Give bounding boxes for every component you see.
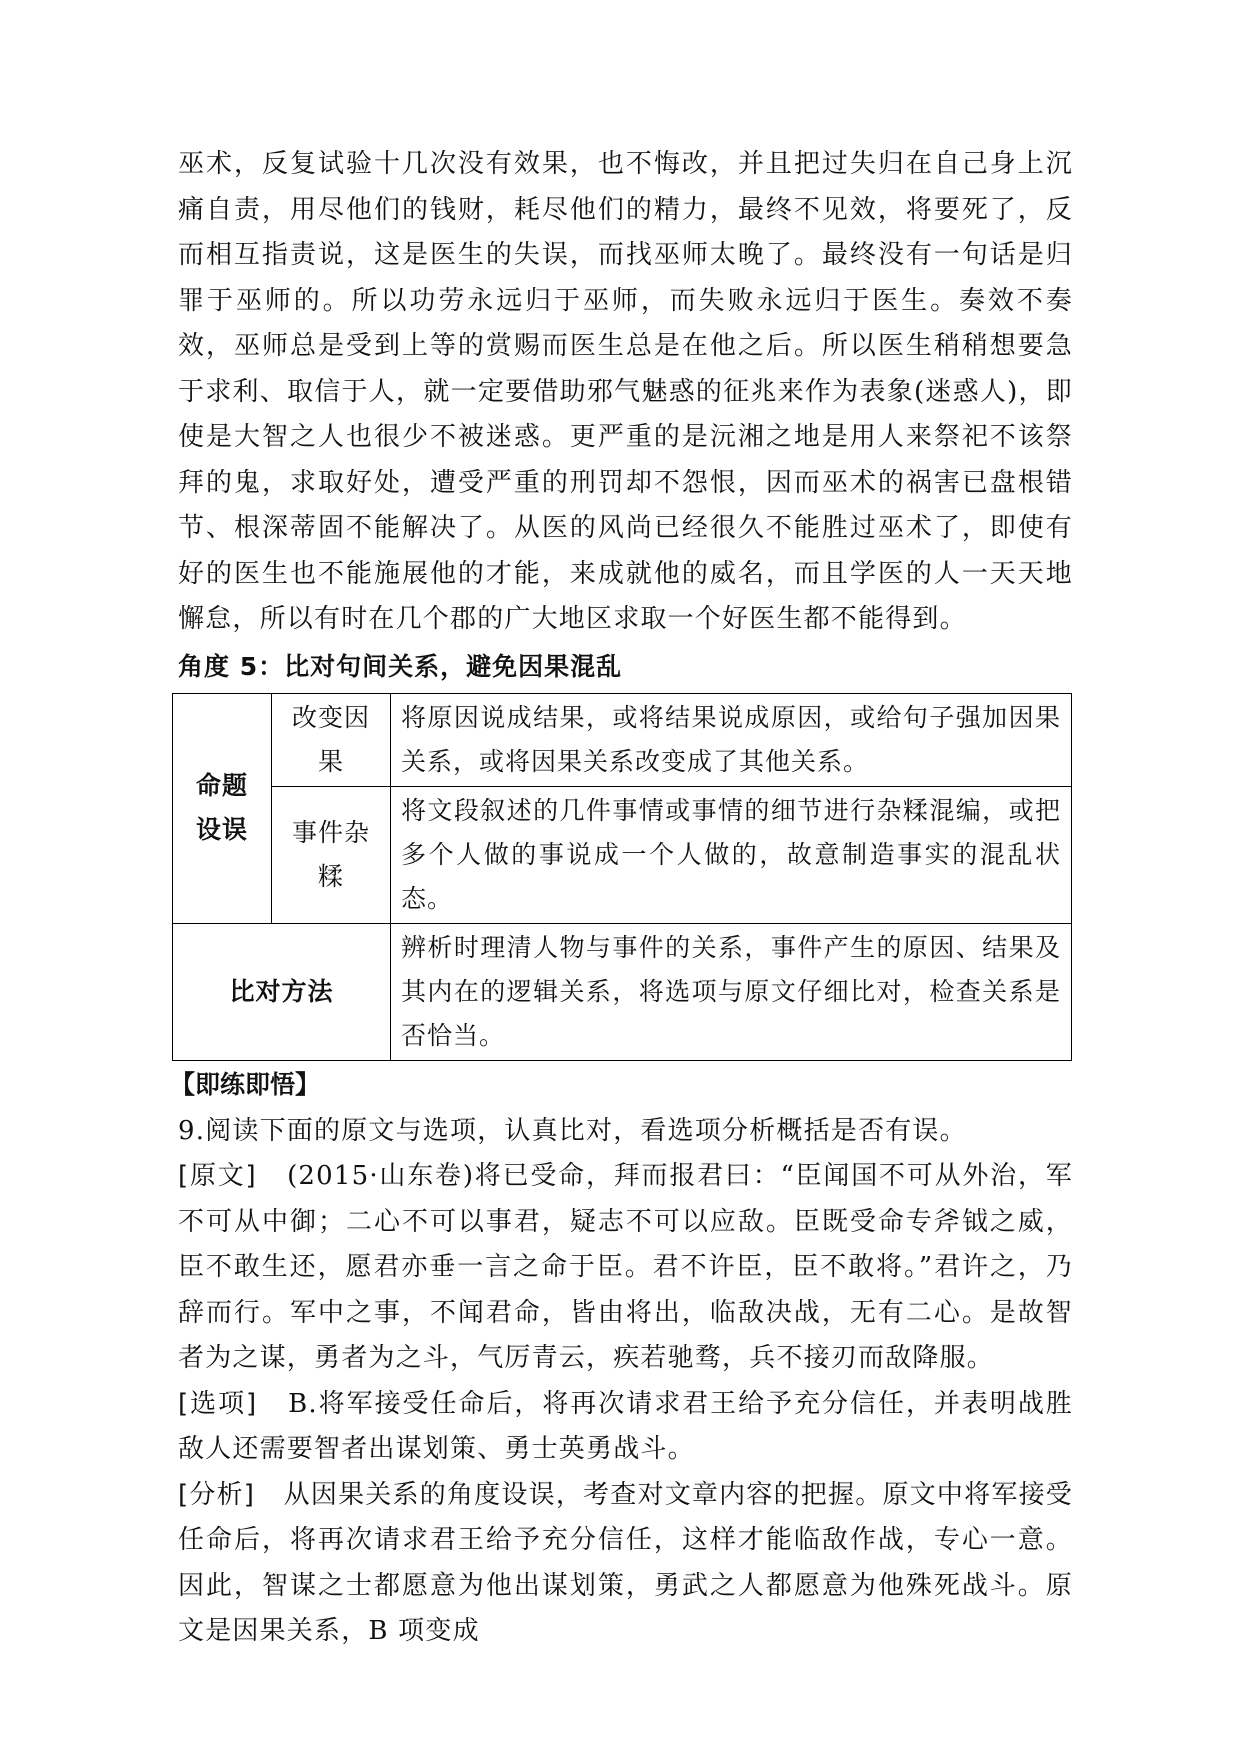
table-row	[173, 786, 1072, 923]
original-tag: [原文]	[178, 1161, 257, 1191]
option-text: B.将军接受任命后，将再次请求君王给予充分信任，并表明战胜敌人还需要智者出谋划策、勇士英勇战斗。	[178, 1388, 1073, 1464]
document-page	[170, 142, 1073, 1655]
analysis-tag: [分析]	[178, 1479, 256, 1510]
option-block	[178, 1382, 1073, 1473]
original-text-block	[178, 1154, 1073, 1382]
row-description: 将原因说成结果，或将结果说成原因，或给句子强加因果关系，或将因果关系改变成了其他关系。	[391, 693, 1072, 786]
original-source: (2015·山东卷)	[287, 1161, 475, 1191]
row-label: 改变因果	[272, 693, 391, 786]
table-row	[173, 923, 1072, 1060]
analysis-block	[178, 1473, 1073, 1655]
intro-paragraph: 巫术，反复试验十几次没有效果，也不悔改，并且把过失归在自己身上沉痛自责，用尽他们的钱财，耗尽他们的精力，最终不见效，将要死了，反而相互指责说，这是医生的失误，而找巫师太晚了。最终没有一句话是归罪于巫师的。所以功劳永远归于巫师，而失败永远归于医生。奏效不奏效，巫师总是受到上等的赏赐而医生总是在他之后。所以医生稍稍想要急于求利、取信于人，就一定要借助邪气魅惑的征兆来作为表象(迷惑人)，即使是大智之人也很少不被迷惑。更严重的是沅湘之地是用人来祭祀不该祭拜的鬼，求取好处，遭受严重的刑罚却不怨恨，因而巫术的祸害已盘根错节、根深蒂固不能解决了。从医的风尚已经很久不能胜过巫术了，即使有好的医生也不能施展他的才能，来成就他的威名，而且学医的人一天天地懈怠，所以有时在几个郡的广大地区求取一个好医生都不能得到。	[178, 149, 1073, 634]
table-row	[173, 693, 1072, 786]
question-text: 9.阅读下面的原文与选项，认真比对，看选项分析概括是否有误。	[178, 1115, 967, 1146]
analysis-text: 从因果关系的角度设误，考查对文章内容的把握。原文中将军接受任命后，将再次请求君王给予充分信任，这样才能临敌作战，专心一意。因此，智谋之士都愿意为他出谋划策，勇武之人都愿意为他殊死战斗。原文是因果关系，B 项变成	[178, 1479, 1073, 1646]
method-description: 辨析时理清人物与事件的关系，事件产生的原因、结果及其内在的逻辑关系，将选项与原文仔细比对，检查关系是否恰当。	[391, 923, 1072, 1060]
method-label-cell: 比对方法	[173, 923, 391, 1060]
row-label: 事件杂糅	[272, 786, 391, 923]
practice-heading: 【即练即悟】	[170, 1069, 321, 1099]
option-tag: [选项]	[178, 1388, 258, 1419]
section-heading: 角度 5：比对句间关系，避免因果混乱	[178, 651, 623, 681]
row-description: 将文段叙述的几件事情或事情的细节进行杂糅混编，或把多个人做的事说成一个人做的，故意制造事实的混乱状态。	[391, 786, 1072, 923]
original-passage: 将已受命，拜而报君曰：“臣闻国不可从外治，军不可从中御；二心不可以事君，疑志不可以应敌。臣既受命专斧钺之威，臣不敢生还，愿君亦垂一言之命于臣。君不许臣，臣不敢将。”君许之，乃辞而行。军中之事，不闻君命，皆由将出，临敌决战，无有二心。是故智者为之谋，勇者为之斗，气厉青云，疾若驰骛，兵不接刃而敌降服。	[178, 1161, 1073, 1373]
method-table	[172, 693, 1072, 1061]
group-header-cell: 命题 设误	[173, 693, 272, 923]
